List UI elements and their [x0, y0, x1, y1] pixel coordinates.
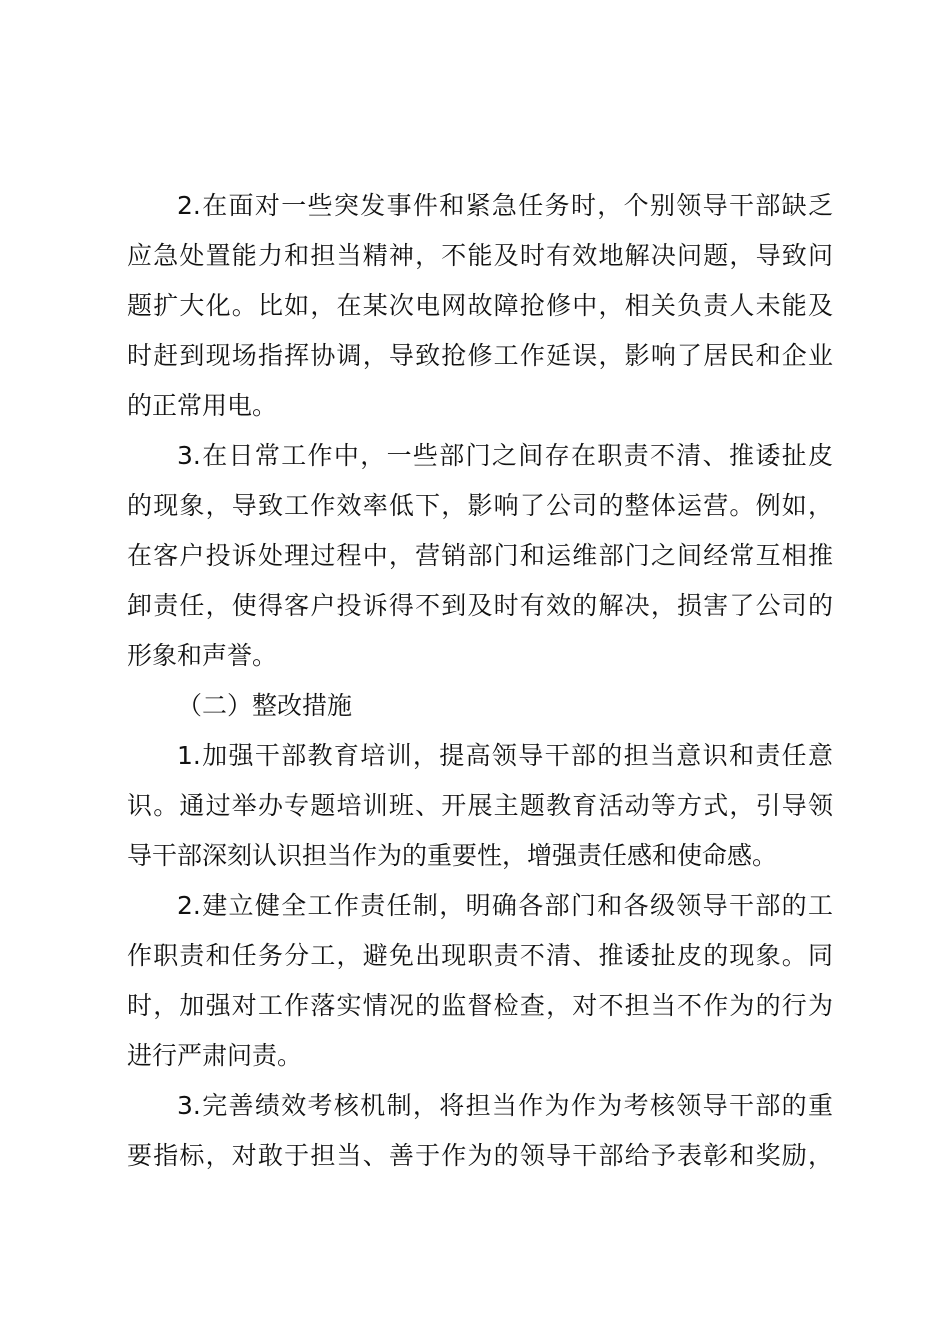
paragraph-line: 时赶到现场指挥协调，导致抢修工作延误，影响了居民和企业	[127, 341, 833, 370]
paragraph-line: 应急处置能力和担当精神，不能及时有效地解决问题，导致问	[127, 241, 833, 270]
paragraph-line: 1.加强干部教育培训，提高领导干部的担当意识和责任意	[177, 741, 833, 770]
paragraph-line: 题扩大化。比如，在某次电网故障抢修中，相关负责人未能及	[127, 291, 833, 320]
paragraph-line: 2.在面对一些突发事件和紧急任务时，个别领导干部缺乏	[177, 191, 833, 220]
paragraph-line: 时，加强对工作落实情况的监督检查，对不担当不作为的行为	[127, 991, 833, 1020]
paragraph-line: 进行严肃问责。	[127, 1041, 303, 1070]
paragraph-line: 作职责和任务分工，避免出现职责不清、推诿扯皮的现象。同	[127, 941, 833, 970]
paragraph-line: 3.完善绩效考核机制，将担当作为作为考核领导干部的重	[177, 1091, 833, 1120]
section-heading: （二）整改措施	[177, 691, 353, 720]
paragraph-line: 在客户投诉处理过程中，营销部门和运维部门之间经常互相推	[127, 541, 833, 570]
paragraph-line: 2.建立健全工作责任制，明确各部门和各级领导干部的工	[177, 891, 833, 920]
paragraph-line: 3.在日常工作中，一些部门之间存在职责不清、推诿扯皮	[177, 441, 833, 470]
paragraph-line: 形象和声誉。	[127, 641, 278, 670]
paragraph-line: 要指标，对敢于担当、善于作为的领导干部给予表彰和奖励，	[127, 1141, 833, 1170]
document-body	[127, 181, 833, 1181]
paragraph-line: 导干部深刻认识担当作为的重要性，增强责任感和使命感。	[127, 841, 778, 870]
paragraph-line: 的正常用电。	[127, 391, 278, 420]
paragraph-line: 的现象，导致工作效率低下，影响了公司的整体运营。例如，	[127, 491, 833, 520]
paragraph-line: 识。通过举办专题培训班、开展主题教育活动等方式，引导领	[127, 791, 833, 820]
paragraph-line: 卸责任，使得客户投诉得不到及时有效的解决，损害了公司的	[127, 591, 833, 620]
